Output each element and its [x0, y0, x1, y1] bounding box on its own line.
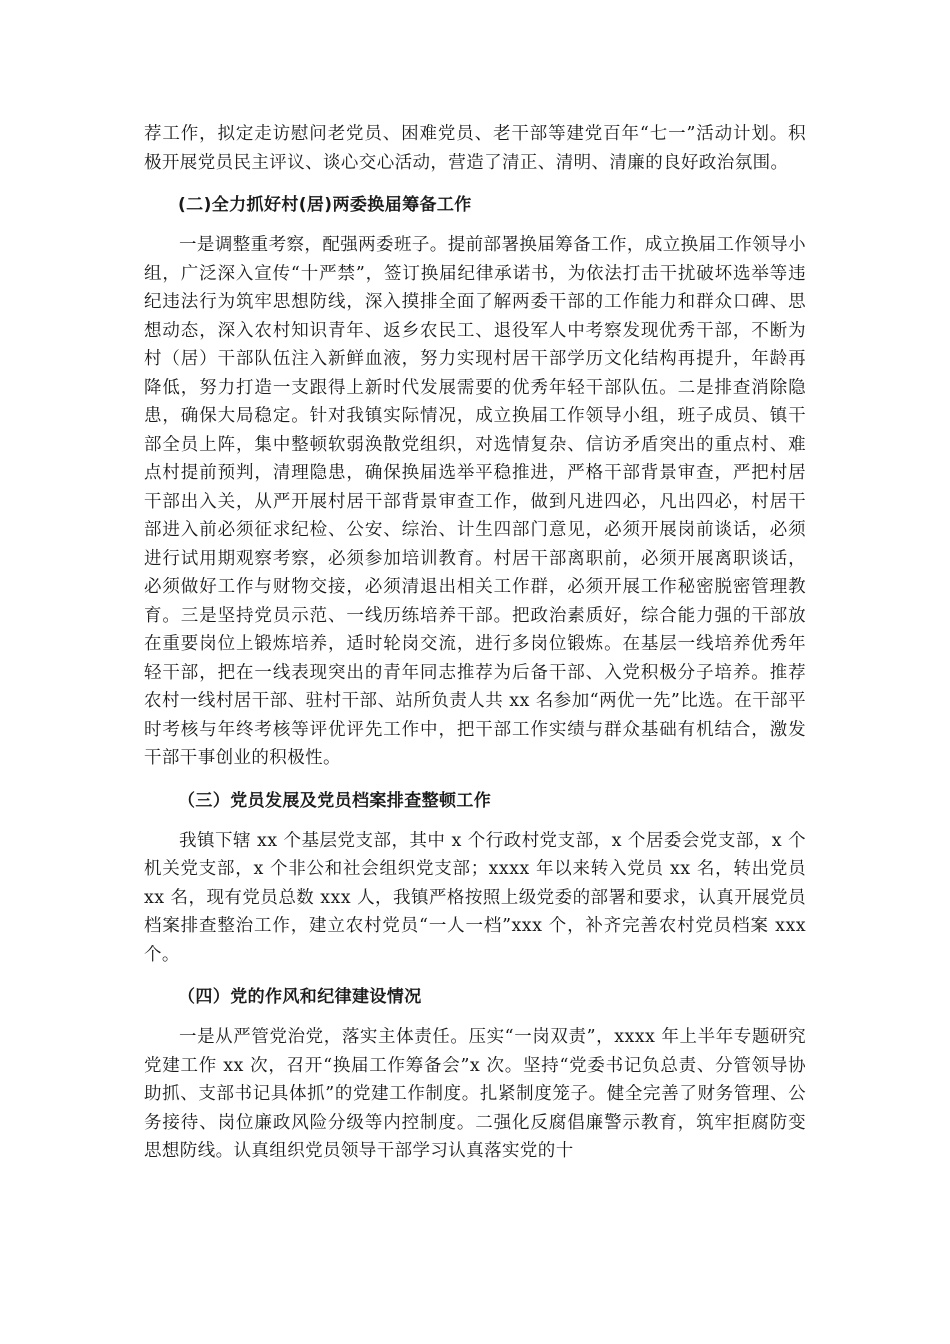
document-page — [144, 120, 806, 1166]
paragraph-party-members: 我镇下辖 xx 个基层党支部，其中 x 个行政村党支部，x 个居委会党支部，x 个机关党支部，x 个非公和社会组织党支部；xxxx 年以来转入党员 xx 名，转出党员 xx 名，现有党员总数 xxx 人，我镇严格按照上级党委的部署和要求，认真开展党员档案排查整治工作，建立农村党员“一人一档”xxx 个，补齐完善农村党员档案 xxx 个。 — [144, 830, 806, 965]
section-heading-4: （四）党的作风和纪律建设情况 — [178, 987, 422, 1007]
section-heading-3: （三）党员发展及党员档案排查整顿工作 — [178, 790, 492, 811]
paragraph-intro-continuation: 荐工作，拟定走访慰问老党员、困难党员、老干部等建党百年“七一”活动计划。积极开展党员民主评议、谈心交心活动，营造了清正、清明、清廉的良好政治氛围。 — [144, 124, 806, 173]
paragraph-election-prep: 一是调整重考察，配强两委班子。提前部署换届筹备工作，成立换届工作领导小组，广泛深入宣传“十严禁”，签订换届纪律承诺书，为依法打击干扰破坏选举等违纪违法行为筑牢思想防线，深入摸排全面了解两委干部的工作能力和群众口碑、思想动态，深入农村知识青年、返乡农民工、退役军人中考察发现优秀干部，不断为村（居）干部队伍注入新鲜血液，努力实现村居干部学历文化结构再提升，年龄再降低，努力打造一支跟得上新时代发展需要的优秀年轻干部队伍。二是排查消除隐患，确保大局稳定。针对我镇实际情况，成立换届工作领导小组，班子成员、镇干部全员上阵，集中整顿软弱涣散党组织，对选情复杂、信访矛盾突出的重点村、难点村提前预判，清理隐患，确保换届选举平稳推进，严格干部背景审查，严把村居干部出入关，从严开展村居干部背景审查工作，做到凡进四必，凡出四必，村居干部进入前必须征求纪检、公安、综治、计生四部门意见，必须开展岗前谈话，必须进行试用期观察考察，必须参加培训教育。村居干部离职前，必须开展离职谈话，必须做好工作与财物交接，必须清退出相关工作群，必须开展工作秘密脱密管理教育。三是坚持党员示范、一线历练培养干部。把政治素质好，综合能力强的干部放在重要岗位上锻炼培养，适时轮岗交流，进行多岗位锻炼。在基层一线培养优秀年轻干部，把在一线表现突出的青年同志推荐为后备干部、入党积极分子培养。推荐农村一线村居干部、驻村干部、站所负责人共 xx 名参加“两优一先”比选。在干部平时考核与年终考核等评优评先工作中，把干部工作实绩与群众基础有机结合，激发干部干事创业的积极性。 — [144, 235, 806, 768]
section-heading-2: (二)全力抓好村(居)两委换届筹备工作 — [178, 195, 472, 215]
paragraph-discipline: 一是从严管党治党，落实主体责任。压实“一岗双责”，xxxx 年上半年专题研究党建工作 xx 次，召开“换届工作筹备会”x 次。坚持“党委书记负总责、分管领导协助抓、支部书记具体抓”的党建工作制度。扎紧制度笼子。健全完善了财务管理、公务接待、岗位廉政风险分级等内控制度。二强化反腐倡廉警示教育，筑牢拒腐防变思想防线。认真组织党员领导干部学习认真落实党的十 — [144, 1027, 806, 1161]
